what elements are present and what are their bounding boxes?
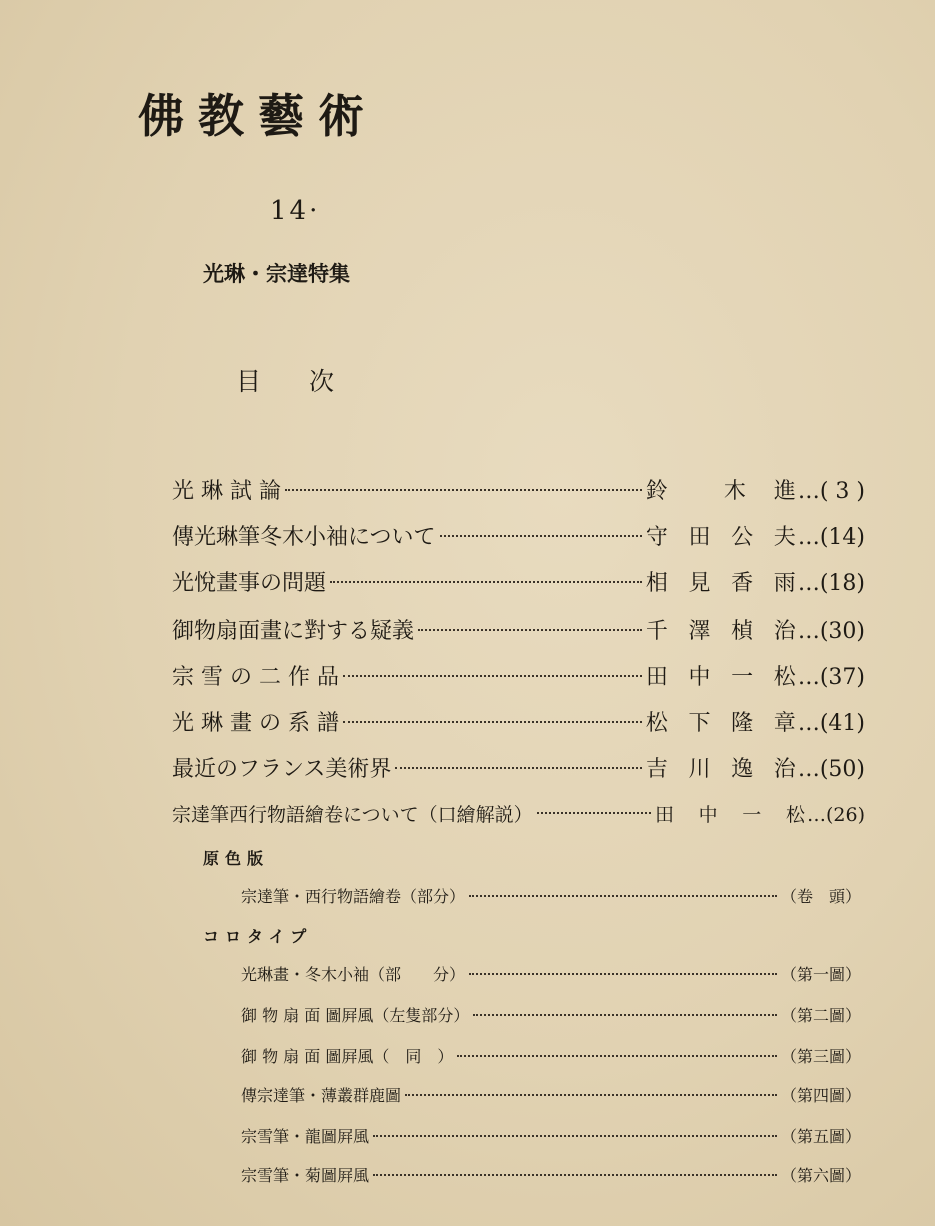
feature-title: 光琳・宗達特集	[203, 262, 350, 286]
leader-dots	[330, 581, 642, 583]
entry-page: …(14)	[797, 525, 865, 550]
leader-dots	[343, 675, 642, 677]
section-heading: 原色版	[203, 849, 270, 868]
plate-title: 宗雪筆・菊圖屛風	[241, 1166, 370, 1185]
plate-ref: （第三圖）	[780, 1047, 861, 1066]
entry-title: 宗達筆西行物語繪卷について（口繪解説）	[172, 804, 533, 826]
entry-title: 光悅畫事の問題	[172, 571, 327, 596]
leader-dots	[418, 629, 642, 631]
entry-author: 松 下 隆 章	[645, 711, 796, 736]
entry-page: …(37)	[797, 665, 865, 690]
leader-dots	[285, 489, 642, 491]
entry-page: …( 3 )	[797, 479, 865, 504]
plate-entry	[241, 884, 861, 907]
entry-title: 傳光琳筆冬木小袖について	[172, 525, 436, 550]
entry-author: 相 見 香 雨	[645, 571, 796, 596]
toc-entry	[172, 800, 865, 827]
entry-page: …(41)	[797, 711, 865, 736]
issue-number: 14·	[270, 196, 321, 226]
entry-page: …(18)	[797, 571, 865, 596]
plate-ref: （第五圖）	[780, 1127, 861, 1146]
plate-entry	[241, 1044, 861, 1067]
plate-ref: （第六圖）	[780, 1166, 861, 1185]
toc-entry	[172, 520, 865, 551]
entry-title: 光 琳 試 論	[172, 479, 281, 504]
entry-author: 田 中 一 松	[654, 804, 805, 826]
entry-title: 最近のフランス美術界	[172, 757, 392, 782]
plate-ref: （第二圖）	[780, 1006, 861, 1025]
plate-entry	[241, 1083, 861, 1106]
toc-entry	[172, 566, 865, 597]
plate-ref: （卷 頭）	[780, 887, 861, 906]
plate-entry	[241, 1003, 861, 1026]
plate-title: 御 物 扇 面 圖屛風（左隻部分）	[241, 1006, 470, 1025]
leader-dots	[395, 767, 641, 769]
plate-title: 宗達筆・西行物語繪卷（部分）	[241, 887, 466, 906]
plate-ref: （第四圖）	[780, 1086, 861, 1105]
plate-entry	[241, 1124, 861, 1147]
plate-entry	[241, 962, 861, 985]
toc-entry	[172, 752, 865, 783]
entry-title: 光 琳 畫 の 系 譜	[172, 711, 339, 736]
plate-title: 傳宗達筆・薄叢群鹿圖	[241, 1086, 402, 1105]
entry-author: 吉 川 逸 治	[645, 757, 796, 782]
leader-dots	[373, 1135, 777, 1137]
entry-author: 田 中 一 松	[645, 665, 796, 690]
toc-entry	[172, 660, 865, 691]
journal-title: 佛教藝術	[138, 89, 378, 143]
entry-page: …(50)	[797, 757, 865, 782]
entry-title: 宗 雪 の 二 作 品	[172, 665, 339, 690]
leader-dots	[469, 895, 777, 897]
entry-page: …(30)	[797, 619, 865, 644]
plate-entry	[241, 1163, 861, 1186]
leader-dots	[343, 721, 642, 723]
leader-dots	[473, 1014, 777, 1016]
leader-dots	[440, 535, 642, 537]
section-heading: コロタイプ	[203, 927, 313, 946]
entry-author: 守 田 公 夫	[645, 525, 796, 550]
leader-dots	[373, 1174, 777, 1176]
entry-title: 御物扇面畫に對する疑義	[172, 619, 415, 644]
entry-author: 千 澤 楨 治	[645, 619, 796, 644]
entry-page: …(26)	[806, 804, 865, 826]
toc-entry	[172, 614, 865, 645]
plate-title: 御 物 扇 面 圖屛風（ 同 ）	[241, 1047, 454, 1066]
entry-author: 鈴 木 進	[645, 479, 796, 504]
leader-dots	[537, 812, 651, 814]
plate-title: 宗雪筆・龍圖屛風	[241, 1127, 370, 1146]
leader-dots	[469, 973, 777, 975]
plate-title: 光琳畫・冬木小袖（部 分）	[241, 965, 466, 984]
toc-entry	[172, 474, 865, 505]
plate-ref: （第一圖）	[780, 965, 861, 984]
toc-heading: 目次	[236, 367, 383, 396]
leader-dots	[405, 1094, 777, 1096]
leader-dots	[457, 1055, 777, 1057]
toc-entry	[172, 706, 865, 737]
